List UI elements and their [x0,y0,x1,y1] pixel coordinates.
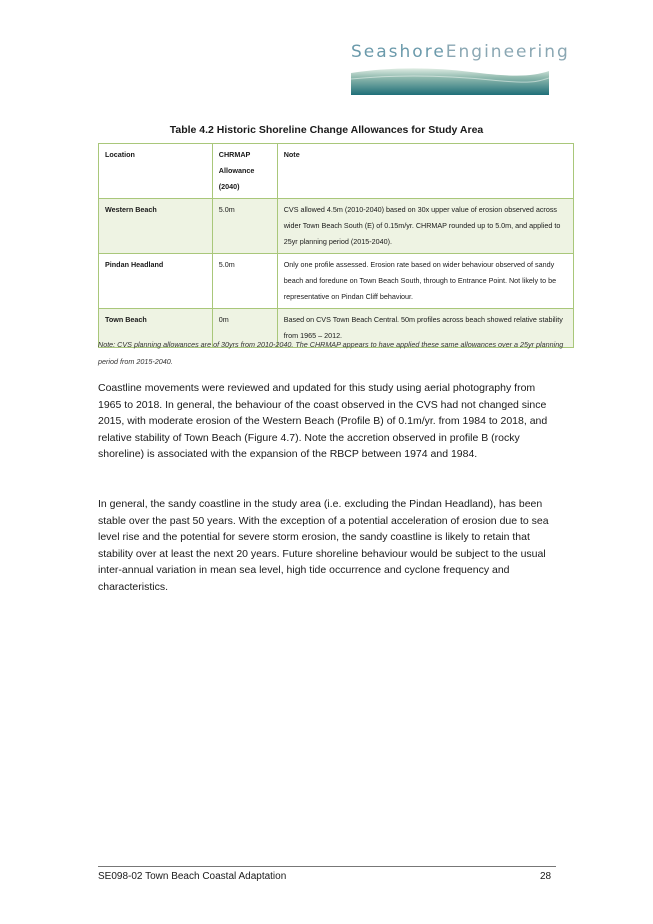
body-paragraph: Coastline movements were reviewed and updated for this study using aerial photography from 1965 to 2018. In general, the behaviour of the coast observed in the CVS had not changed since 2015, with moderate erosion of the Western Beach (Profile B) of 0.1m/yr. from 1984 to 2018, and relative stability of Town Beach (Figure 4.7). Note the accretion observed in profile B (rocky shoreline) is associated with the expansion of the RBCP between 1974 and 1984. [98,382,548,461]
cell-allowance: 0m [212,309,277,348]
cell-location: Pindan Headland [99,254,213,309]
company-logo [351,42,570,95]
table-row [99,254,574,309]
cell-allowance: 5.0m [212,254,277,309]
cell-note: Based on CVS Town Beach Central. 50m profiles across beach showed relative stability from 1965 – 2012. [277,309,573,348]
cell-location: Town Beach [99,309,213,348]
cell-note: CVS allowed 4.5m (2010-2040) based on 30x upper value of erosion observed across wider Town Beach South (E) of 0.15m/yr. CHRMAP rounded up to 5.0m, and applied to 25yr planning period (2015-2040). [277,199,573,254]
cell-allowance: 5.0m [212,199,277,254]
logo-wordmark [351,42,570,62]
footer-document-title: SE098-02 Town Beach Coastal Adaptation [98,871,287,882]
shoreline-allowance-table [98,143,574,348]
table-row [99,199,574,254]
cell-location: Western Beach [99,199,213,254]
logo-word-engineering: Engineering [445,42,570,62]
table-title: Table 4.2 Historic Shoreline Change Allowances for Study Area [169,124,484,136]
footer-page-number: 28 [540,871,552,882]
table-header-row [99,144,574,199]
logo-wave-icon [351,65,549,95]
cell-note: Only one profile assessed. Erosion rate based on wider behaviour observed of sandy beach and foredune on Town Beach South, through to Entrance Point. Not likely to be representative on Pindan Cliff behaviour. [277,254,573,309]
footer-divider [98,866,556,867]
header-allowance: CHRMAP Allowance (2040) [212,144,277,199]
header-location: Location [99,144,213,199]
table-note: Note: CVS planning allowances are of 30yrs from 2010-2040. The CHRMAP appears to have applied these same allowances over a 25yr planning period from 2015-2040. [98,340,564,366]
body-paragraph: In general, the sandy coastline in the study area (i.e. excluding the Pindan Headland), has been stable over the past 50 years. With the exception of a potential acceleration of erosion due to sea level rise and the potential for severe storm erosion, the sandy coastline is likely to retain that stability over at least the next 20 years. Future shoreline behaviour would be subject to the usual inter-annual variation in mean sea level, high tide occurrence and cyclone frequency and characteristics. [98,498,549,593]
logo-word-seashore: Seashore [351,42,446,62]
header-note: Note [277,144,573,199]
